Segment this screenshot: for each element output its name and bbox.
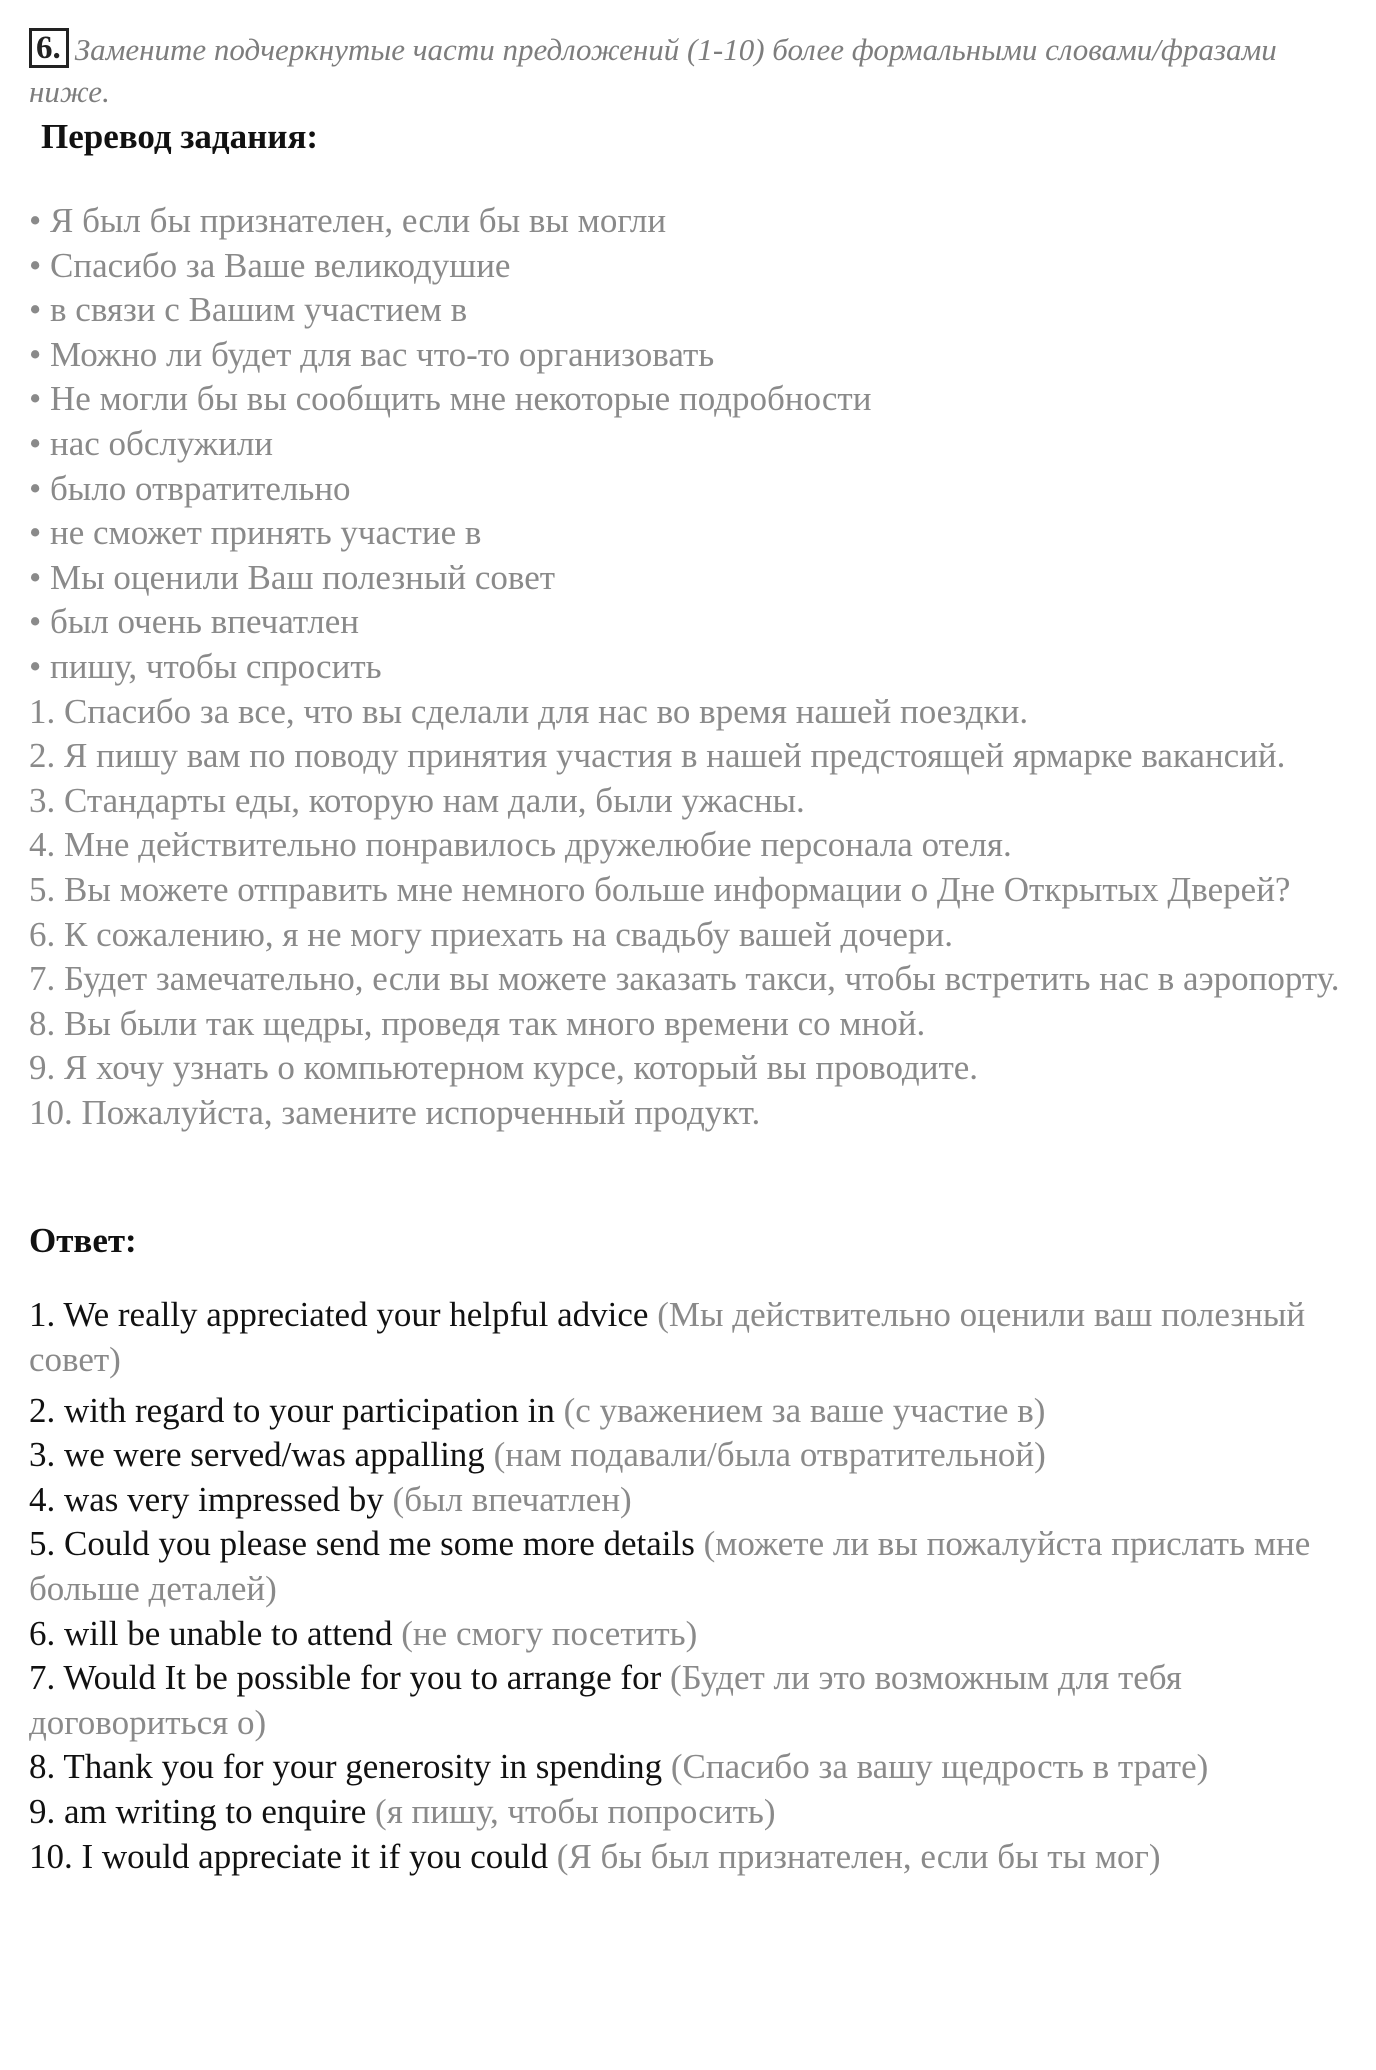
translated-sentences-list	[29, 690, 1359, 1136]
list-item: 3. Стандарты еды, которую нам дали, были ужасны.	[29, 780, 805, 820]
answer-gloss: (Будет ли это возможным для тебя договориться о)	[29, 1658, 1182, 1742]
answer-item	[29, 1433, 1359, 1478]
list-item: • Мы оценили Ваш полезный совет	[29, 557, 556, 597]
list-item: • Можно ли будет для вас что-то организовать	[29, 334, 715, 374]
answer-item	[29, 1745, 1359, 1790]
answer-gloss: (Спасибо за вашу щедрость в трате)	[670, 1747, 1209, 1787]
list-item: 7. Будет замечательно, если вы можете заказать такси, чтобы встретить нас в аэропорту.	[29, 959, 1340, 999]
answer-english: 3. we were served/was appalling	[29, 1435, 485, 1475]
list-item: 9. Я хочу узнать о компьютерном курсе, который вы проводите.	[29, 1048, 979, 1088]
answer-gloss: (можете ли вы пожалуйста прислать мне больше деталей)	[29, 1524, 1311, 1609]
phrase-bullet-list	[29, 199, 1359, 690]
list-item: 5. Вы можете отправить мне немного больше информации о Дне Открытых Дверей?	[29, 869, 1291, 909]
answer-english: 2. with regard to your participation in	[29, 1390, 555, 1430]
list-item: • Спасибо за Ваше великодушие	[29, 245, 511, 285]
answer-item	[29, 1522, 1359, 1611]
list-item: • Я был бы признателен, если бы вы могли	[29, 201, 667, 240]
list-item: • не сможет принять участие в	[29, 513, 482, 553]
answer-english: 7. Would It be possible for you to arrange for	[29, 1658, 662, 1698]
list-item: 4. Мне действительно понравилось дружелюбие персонала отеля.	[29, 825, 1012, 865]
list-item: 6. К сожалению, я не могу приехать на свадьбу вашей дочери.	[29, 914, 953, 954]
list-item: 2. Я пишу вам по поводу принятия участия в нашей предстоящей ярмарке вакансий.	[29, 736, 1286, 776]
task-instruction: Замените подчеркнутые части предложений (1-10) более формальными словами/фразами ниже.	[29, 32, 1277, 109]
answer-item	[29, 1656, 1359, 1745]
list-item: 8. Вы были так щедры, проведя так много времени со мной.	[29, 1003, 926, 1043]
answer-item	[29, 1790, 1359, 1835]
answer-english: 4. was very impressed by	[29, 1479, 384, 1519]
task-header	[29, 28, 1359, 113]
answer-item	[29, 1612, 1359, 1657]
answer-gloss: (Я бы был признателен, если бы ты мог)	[556, 1836, 1161, 1876]
answer-english: 10. I would appreciate it if you could	[29, 1836, 549, 1876]
answer-gloss: (нам подавали/была отвратительной)	[493, 1435, 1046, 1475]
list-item: • нас обслужили	[29, 423, 274, 463]
answer-item	[29, 1478, 1359, 1523]
answer-item	[29, 1389, 1359, 1434]
document-page	[29, 28, 1359, 1879]
list-item: 10. Пожалуйста, замените испорченный продукт.	[29, 1092, 761, 1132]
answer-title: Ответ:	[29, 1221, 137, 1261]
task-number: 6.	[29, 28, 69, 68]
translation-title: Перевод задания:	[41, 117, 319, 156]
list-item: • было отвратительно	[29, 468, 351, 508]
answer-gloss: (не смогу посетить)	[401, 1613, 698, 1653]
answer-gloss: (был впечатлен)	[392, 1479, 632, 1519]
answer-item	[29, 1293, 1359, 1382]
answer-english: 1. We really appreciated your helpful advice	[29, 1295, 649, 1335]
answer-english: 9. am writing to enquire	[29, 1792, 367, 1831]
answer-gloss: (я пишу, чтобы попросить)	[375, 1792, 776, 1831]
answer-item	[29, 1835, 1359, 1880]
answer-list	[29, 1293, 1359, 1879]
answer-gloss: (с уважением за ваше участие в)	[563, 1390, 1046, 1430]
answer-english: 8. Thank you for your generosity in spending	[29, 1747, 663, 1787]
list-item: • в связи с Вашим участием в	[29, 290, 468, 330]
list-item: • был очень впечатлен	[29, 602, 360, 642]
list-item: 1. Спасибо за все, что вы сделали для нас во время нашей поездки.	[29, 691, 1029, 731]
list-item: • пишу, чтобы спросить	[29, 646, 382, 686]
answer-english: 5. Could you please send me some more details	[29, 1524, 695, 1564]
answer-english: 6. will be unable to attend	[29, 1613, 393, 1653]
list-item: • Не могли бы вы сообщить мне некоторые подробности	[29, 379, 872, 419]
answer-gloss: (Мы действительно оценили ваш полезный совет)	[29, 1295, 1306, 1380]
